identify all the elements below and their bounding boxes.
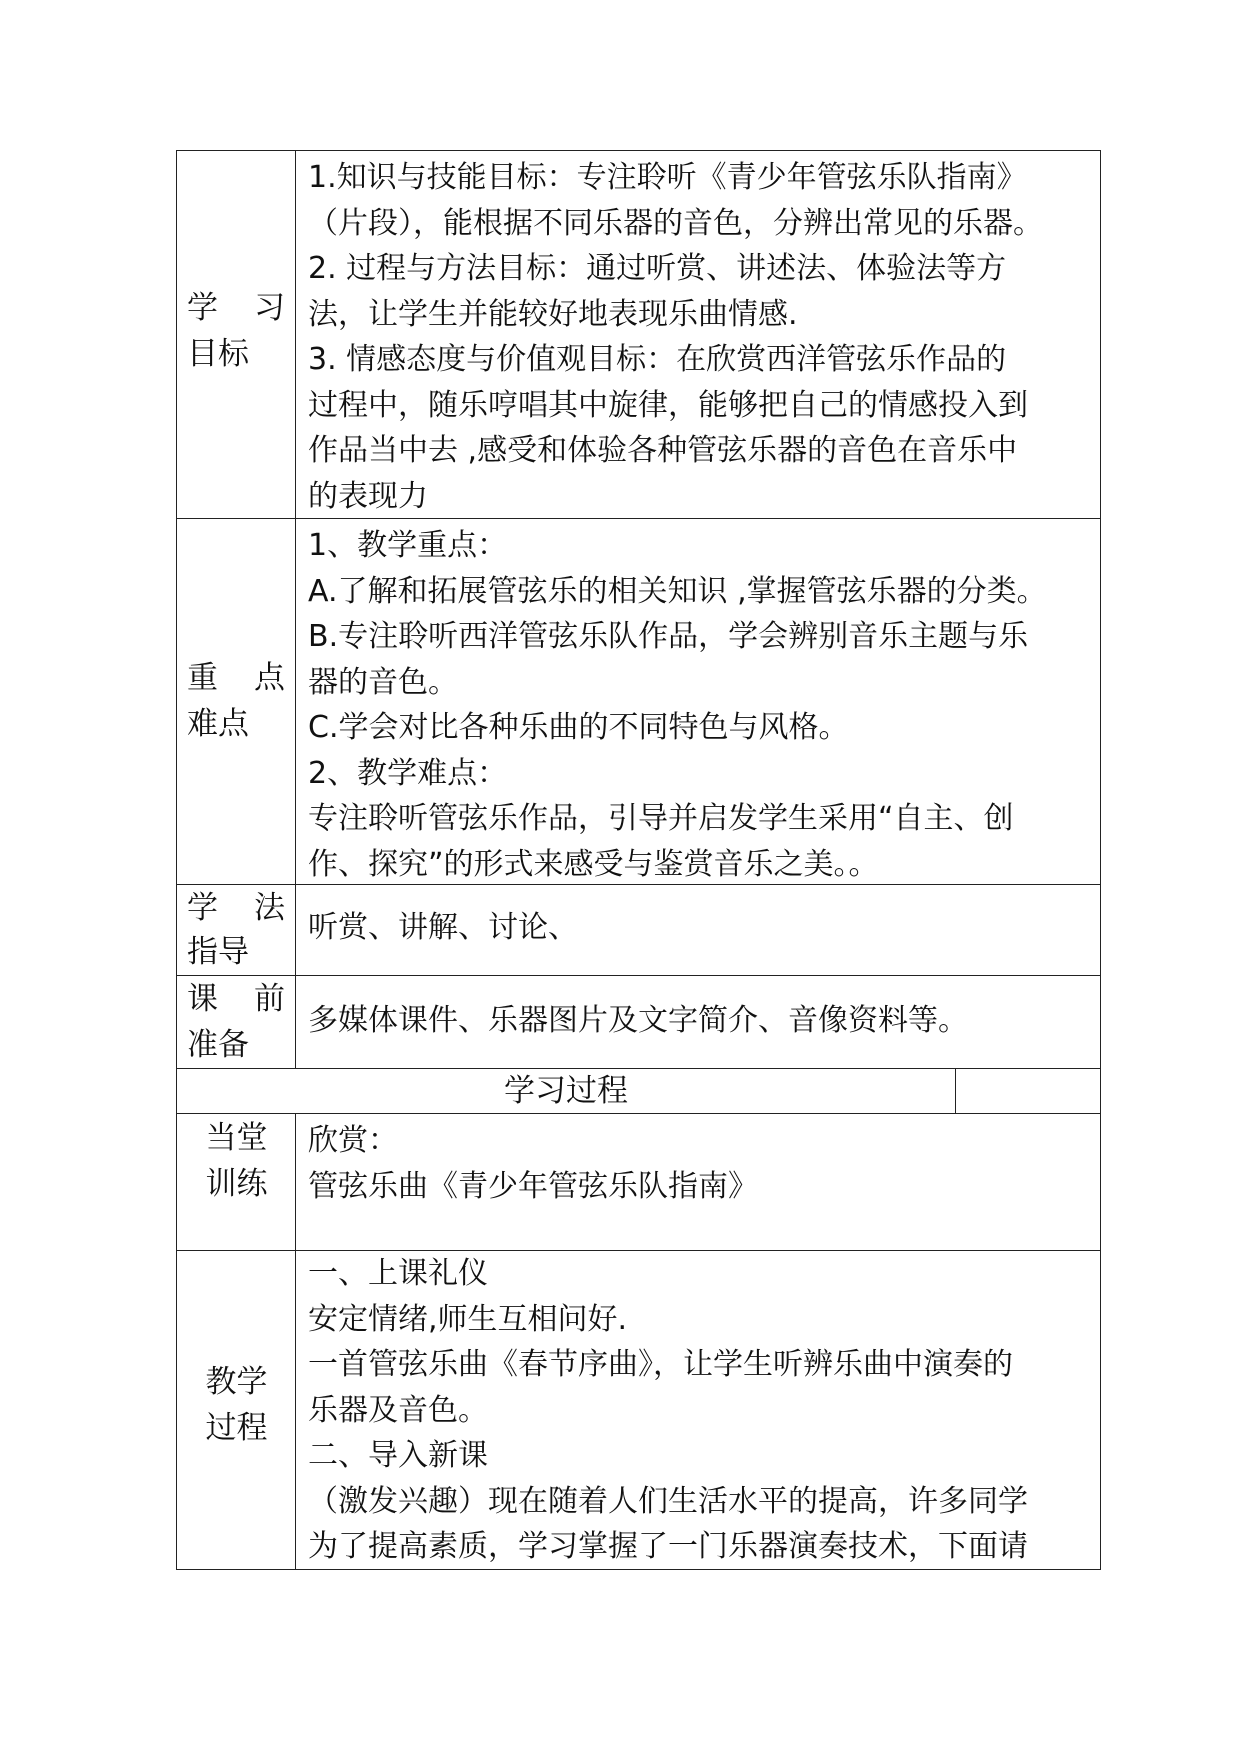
row-label-study-method-line1: 学 法 — [187, 890, 285, 926]
row-label-teaching-process-line1: 教学 — [205, 1364, 268, 1400]
row-label-key-points-line1: 重 点 — [187, 660, 285, 696]
teaching-line: 乐器及音色。 — [308, 1392, 488, 1428]
row-label-preparation-line1: 课 前 — [187, 981, 285, 1017]
teaching-line: 一、上课礼仪 — [308, 1256, 488, 1291]
section-header-learning-process: 学习过程 — [177, 1069, 956, 1113]
teaching-line: （激发兴趣）现在随着人们生活水平的提高，许多同学 — [308, 1483, 1028, 1519]
row-label-learning-goals-line2: 目标 — [187, 336, 249, 372]
content-cell-preparation — [296, 976, 1100, 1068]
content-cell-teaching-process — [296, 1251, 1100, 1569]
label-cell-learning-goals — [177, 151, 296, 518]
content-cell-key-points — [296, 519, 1100, 884]
key-point-line: 专注聆听管弦乐作品，引导并启发学生采用“自主、创 — [308, 801, 1014, 836]
goal-line: 1.知识与技能目标：专注聆听《青少年管弦乐队指南》 — [308, 160, 1027, 195]
goal-line: 的表现力 — [308, 478, 428, 514]
row-study-method — [177, 885, 1100, 976]
row-label-key-points-line2: 难点 — [187, 706, 249, 742]
label-cell-key-points — [177, 519, 296, 884]
preparation-text: 多媒体课件、乐器图片及文字简介、音像资料等。 — [308, 1003, 968, 1038]
row-teaching-process — [177, 1251, 1100, 1569]
teaching-line: 为了提高素质，学习掌握了一门乐器演奏技术，下面请 — [308, 1529, 1028, 1564]
teaching-line: 一首管弦乐曲《春节序曲》，让学生听辨乐曲中演奏的 — [308, 1347, 1013, 1382]
goal-line: （片段），能根据不同乐器的音色，分辨出常见的乐器。 — [308, 205, 1043, 241]
key-point-line: 2、教学难点： — [308, 755, 508, 791]
content-cell-practice — [296, 1114, 1100, 1250]
teaching-line: 二、导入新课 — [308, 1438, 488, 1473]
key-point-line: A.了解和拓展管弦乐的相关知识 ,掌握管弦乐器的分类。 — [308, 573, 1047, 609]
label-cell-practice — [177, 1114, 296, 1250]
study-method-text: 听赏、讲解、讨论、 — [308, 910, 578, 945]
lesson-plan-table — [176, 150, 1101, 1570]
key-point-line: B.专注聆听西洋管弦乐队作品，学会辨别音乐主题与乐 — [308, 619, 1029, 654]
goal-line: 2. 过程与方法目标：通过听赏、讲述法、体验法等方 — [308, 251, 1007, 286]
content-cell-learning-goals — [296, 151, 1100, 518]
goal-line: 作品当中去 ,感受和体验各种管弦乐器的音色在音乐中 — [308, 433, 1018, 468]
row-label-practice-line2: 训练 — [205, 1166, 268, 1202]
row-label-learning-goals-line1: 学 习 — [187, 290, 285, 326]
teaching-line: 安定情绪,师生互相问好. — [308, 1301, 628, 1337]
row-preparation — [177, 976, 1100, 1069]
row-practice — [177, 1114, 1100, 1251]
row-label-study-method-line2: 指导 — [187, 934, 249, 970]
row-label-preparation-line2: 准备 — [187, 1027, 249, 1063]
goal-line: 法，让学生并能较好地表现乐曲情感. — [308, 296, 798, 332]
goal-line: 过程中，随乐哼唱其中旋律，能够把自己的情感投入到 — [308, 387, 1028, 423]
content-cell-study-method — [296, 885, 1100, 975]
label-cell-study-method — [177, 885, 296, 975]
row-process-header — [177, 1069, 1100, 1114]
row-learning-goals — [177, 151, 1100, 519]
key-point-line: 1、教学重点： — [308, 528, 508, 563]
key-point-line: C.学会对比各种乐曲的不同特色与风格。 — [308, 710, 849, 745]
row-label-practice-line1: 当堂 — [205, 1120, 268, 1156]
row-key-points — [177, 519, 1100, 885]
key-point-line: 器的音色。 — [308, 664, 458, 700]
practice-line: 欣赏： — [308, 1123, 398, 1158]
goal-line: 3. 情感态度与价值观目标：在欣赏西洋管弦乐作品的 — [308, 342, 1007, 377]
practice-line: 管弦乐曲《青少年管弦乐队指南》 — [308, 1168, 758, 1204]
key-point-line: 作、探究”的形式来感受与鉴赏音乐之美。。 — [308, 846, 879, 882]
label-cell-teaching-process — [177, 1251, 296, 1569]
label-cell-preparation — [177, 976, 296, 1068]
row-label-teaching-process-line2: 过程 — [205, 1410, 268, 1446]
